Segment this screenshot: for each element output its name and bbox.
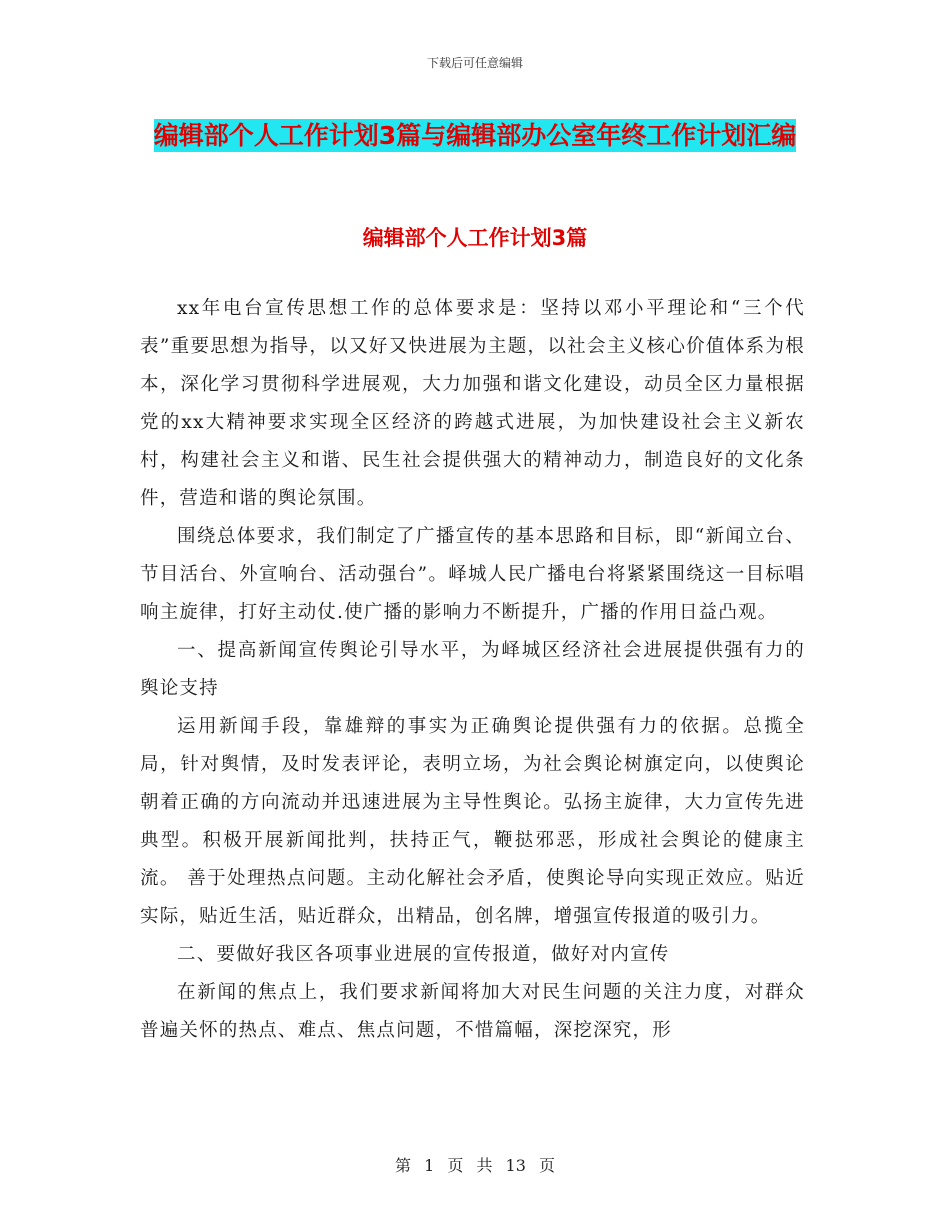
paragraph: 在新闻的焦点上，我们要求新闻将加大对民生问题的关注力度，对群众普遍关怀的热点、难点、焦点问题，不惜篇幅，深挖深究，形 — [140, 982, 805, 1041]
document-body — [140, 290, 805, 1050]
paragraph: 围绕总体要求，我们制定了广播宣传的基本思路和目标，即“新闻立台、节目活台、外宣响台、活动强台”。峄城人民广播电台将紧紧围绕这一目标唱响主旋律，打好主动仗.使广播的影响力不断提升，广播的作用日益凸观。 — [140, 526, 805, 623]
paragraph: xx年电台宣传思想工作的总体要求是：坚持以邓小平理论和“三个代表”重要思想为指导，以又好又快进展为主题，以社会主义核心价值体系为根本，深化学习贯彻科学进展观，大力加强和谐文化建设，动员全区力量根据党的xx大精神要求实现全区经济的跨越式进展，为加快建设社会主义新农村，构建社会主义和谐、民生社会提供强大的精神动力，制造良好的文化条件，营造和谐的舆论氛围。 — [140, 298, 805, 509]
section-title: 编辑部个人工作计划3篇 — [362, 226, 588, 250]
paragraph: 运用新闻手段，靠雄辩的事实为正确舆论提供强有力的依据。总揽全局，针对舆情，及时发表评论，表明立场，为社会舆论树旗定向，以使舆论朝着正确的方向流动并迅速进展为主导性舆论。弘扬主旋律，大力宣传先进典型。积极开展新闻批判，扶持正气，鞭挞邪恶，形成社会舆论的健康主流。 善于处理热点问题。主动化解社会矛盾，使舆论导向实现正效应。贴近实际，贴近生活，贴近群众，出精品，创名牌，增强宣传报道的吸引力。 — [140, 716, 805, 927]
section-heading: 一、提高新闻宣传舆论引导水平，为峄城区经济社会进展提供强有力的舆论支持 — [140, 640, 805, 699]
section-heading: 二、要做好我区各项事业进展的宣传报道，做好对内宣传 — [177, 944, 670, 965]
document-title — [140, 110, 810, 162]
page-header-note: 下载后可任意编辑 — [426, 56, 523, 70]
document-title-text: 编辑部个人工作计划3篇与编辑部办公室年终工作计划汇编 — [153, 121, 797, 150]
page-number-footer: 第 1 页 共 13 页 — [395, 1156, 555, 1175]
